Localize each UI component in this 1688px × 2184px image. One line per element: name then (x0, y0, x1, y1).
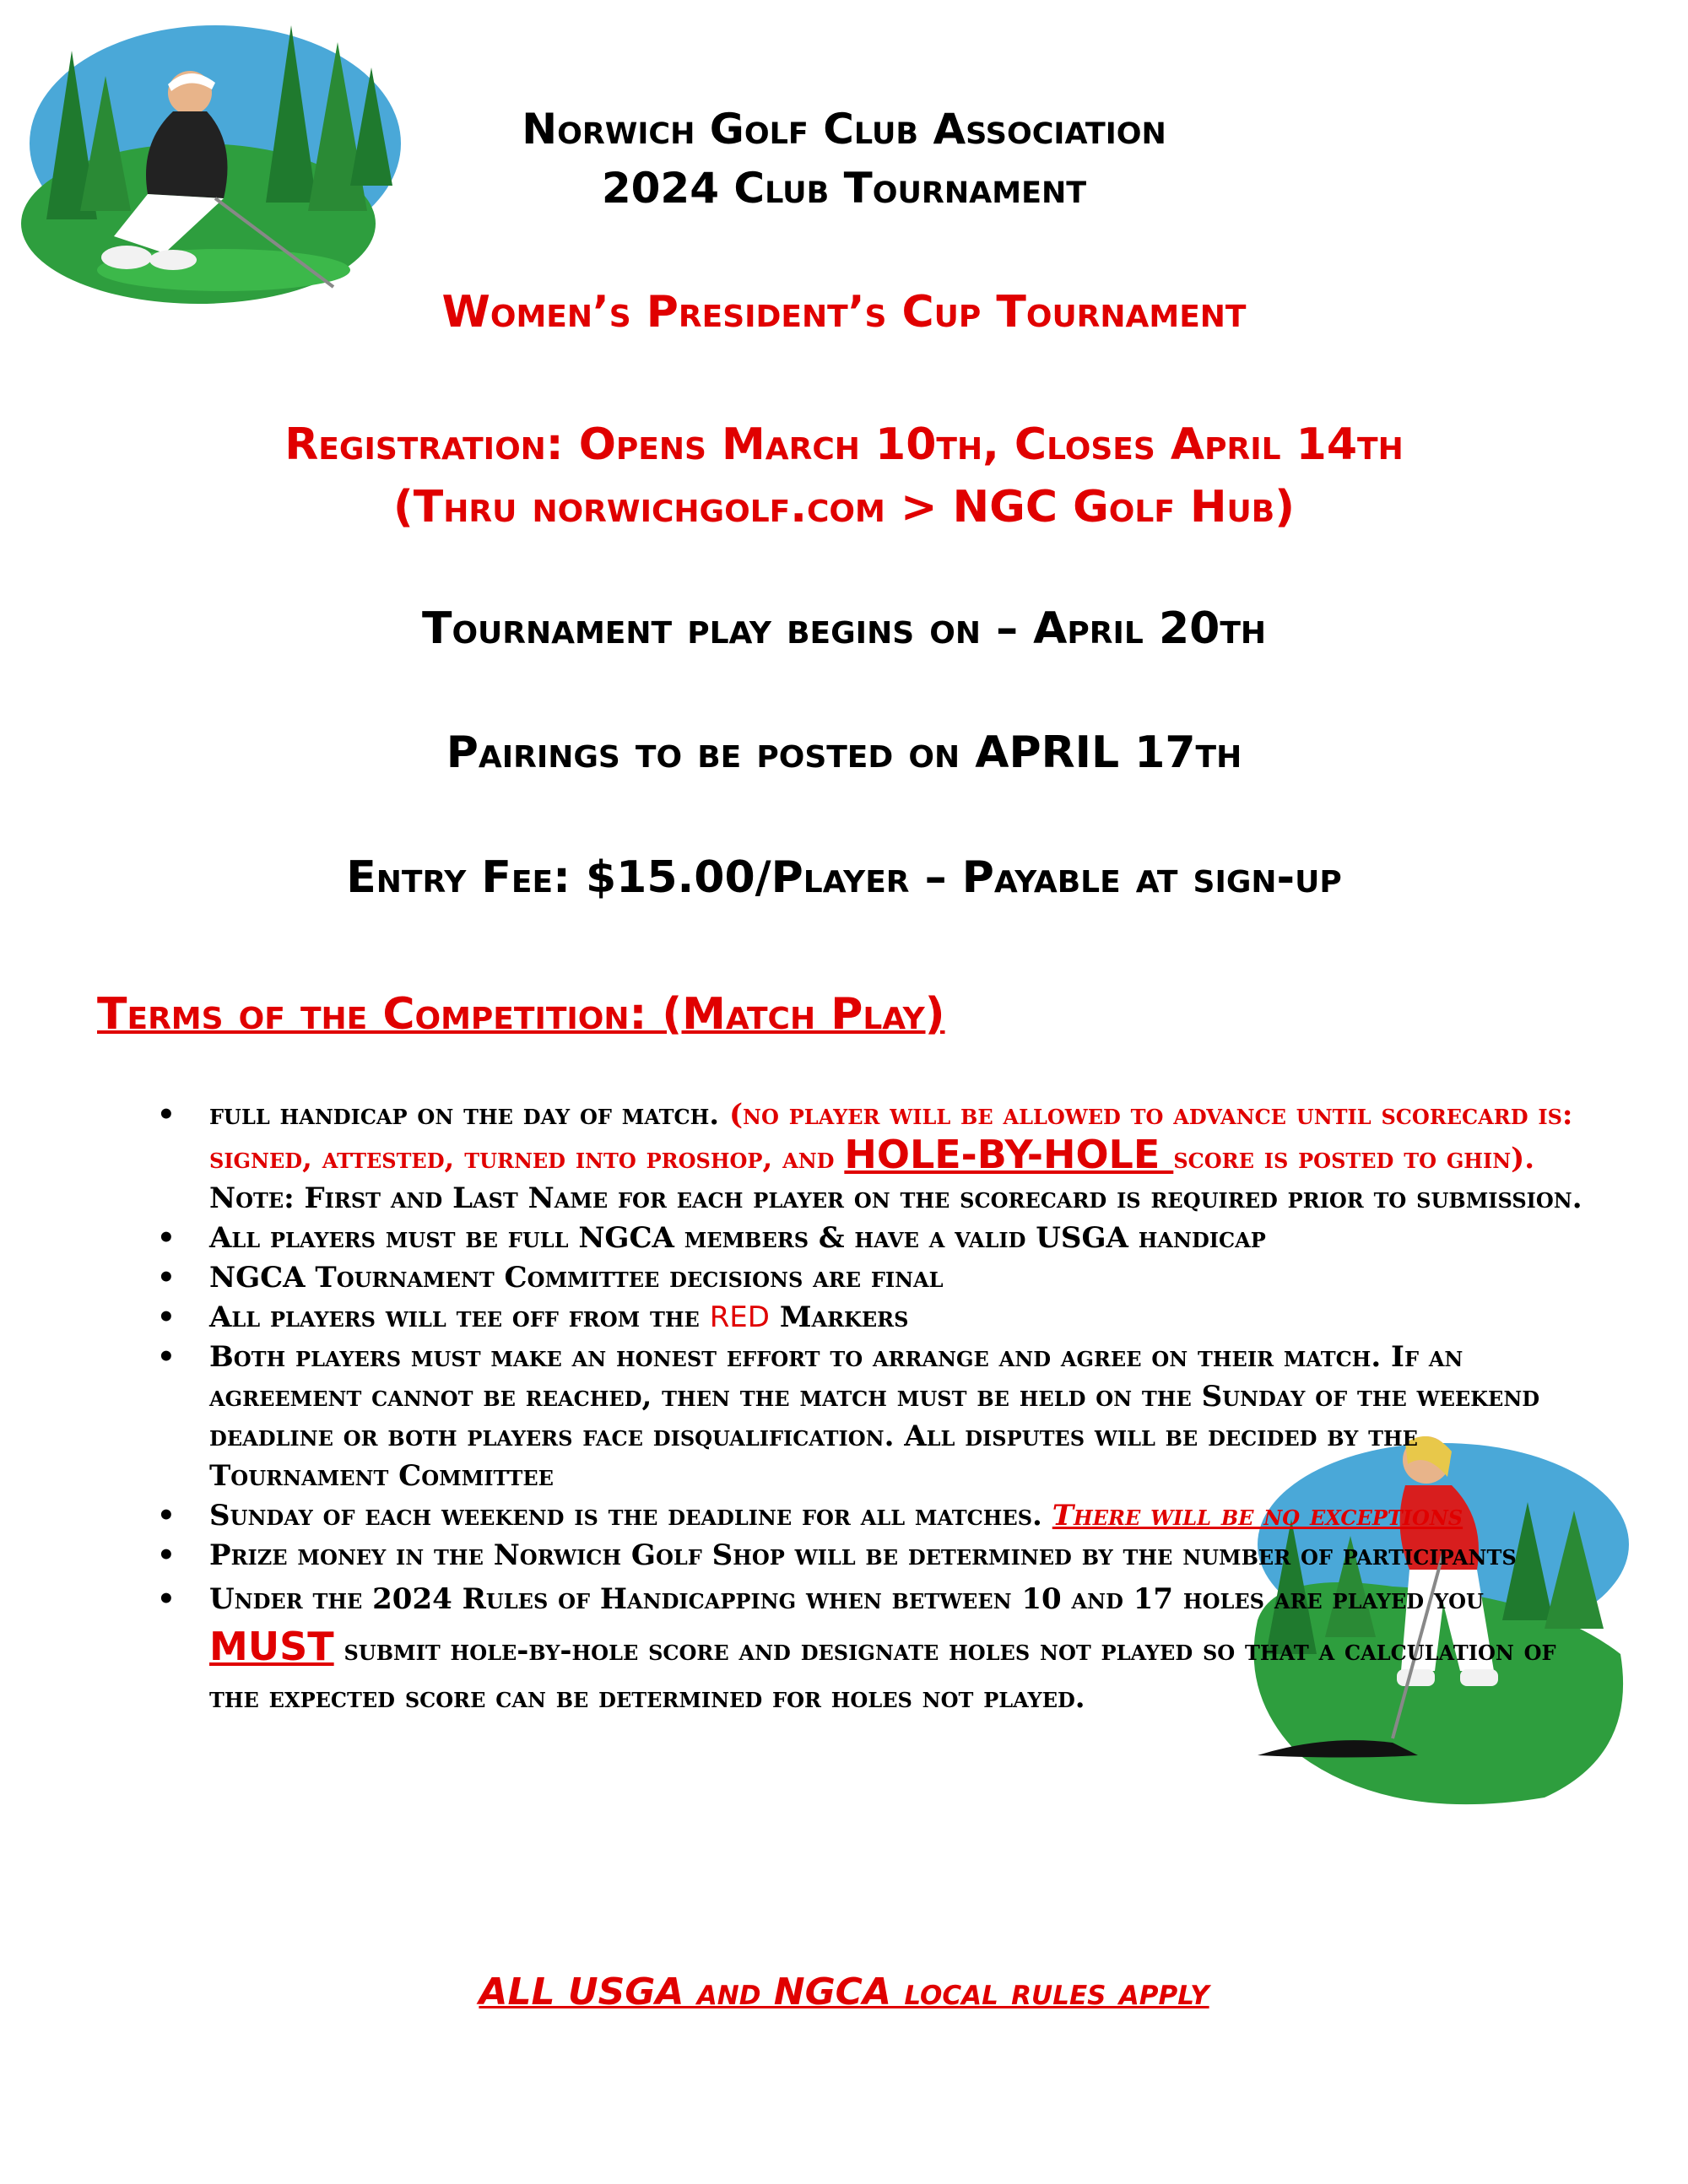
rule-committee: • NGCA Tournament Committee decisions are final (157, 1258, 1592, 1298)
registration-info (0, 414, 1688, 538)
rule-text: Under the 2024 Rules of Handicapping when between 10 and 17 holes are played you (209, 1582, 1484, 1616)
rule-text: Sunday of each weekend is the deadline for all matches. (209, 1499, 1052, 1533)
club-name: Norwich Golf Club Association (522, 105, 1166, 154)
entry-fee: Entry Fee: $15.00/Player – Payable at sign-up (346, 852, 1342, 903)
club-header (0, 100, 1688, 218)
rule-handicapping (157, 1576, 1592, 1722)
rule-deadline (157, 1496, 1592, 1536)
rule-prize-money: • Prize money in the Norwich Golf Shop will be determined by the number of participants (157, 1536, 1592, 1576)
rule-red-text: (no player will be allowed to advance until scorecard is: signed, attested, turned into proshop, and (209, 1098, 1573, 1176)
rule-emphasis: HOLE-BY-HOLE (844, 1132, 1174, 1177)
footer-rules-apply: ALL USGA and NGCA local rules apply (479, 1970, 1209, 2014)
rule-text: submit hole-by-hole score and designate holes not played so that a calculation of the expected score can be determined for holes not played. (209, 1634, 1556, 1715)
registration-link: (Thru norwichgolf.com > NGC Golf Hub) (393, 482, 1295, 532)
registration-dates: Registration: Opens March 10th, Closes April 14th (284, 419, 1404, 470)
rule-red-text: RED (709, 1300, 770, 1334)
tournament-year-title: 2024 Club Tournament (601, 164, 1087, 213)
event-title: Women’s President’s Cup Tournament (441, 287, 1247, 338)
rule-red-text: score is posted to ghin). (1173, 1142, 1535, 1176)
rule-emphasis: MUST (209, 1624, 334, 1669)
terms-heading: Terms of the Competition: (Match Play) (97, 989, 945, 1040)
rule-arrange-match: • Both players must make an honest effort to arrange and agree on their match. If an agreement cannot be reached, then the match must be held on the Sunday of the weekend deadline or both players face disqualification. All disputes will be decided by the Tournament Committee (157, 1338, 1592, 1496)
pairings-date: Pairings to be posted on APRIL 17th (446, 727, 1242, 778)
rule-text: full handicap on the day of match. (209, 1098, 729, 1132)
rule-text: Markers (769, 1300, 909, 1334)
play-begins: Tournament play begins on – April 20th (421, 603, 1267, 654)
rule-text: All players will tee off from the (209, 1300, 710, 1334)
rule-membership: • All players must be full NGCA members & have a valid USGA handicap (157, 1219, 1592, 1258)
rule-tee-markers (157, 1298, 1592, 1338)
rule-handicap (157, 1095, 1592, 1219)
rule-red-text: There will be no exceptions (1052, 1499, 1463, 1533)
rules-list (157, 1095, 1592, 1722)
rule-text: Note: First and Last Name for each player on the scorecard is required prior to submission. (209, 1181, 1582, 1215)
